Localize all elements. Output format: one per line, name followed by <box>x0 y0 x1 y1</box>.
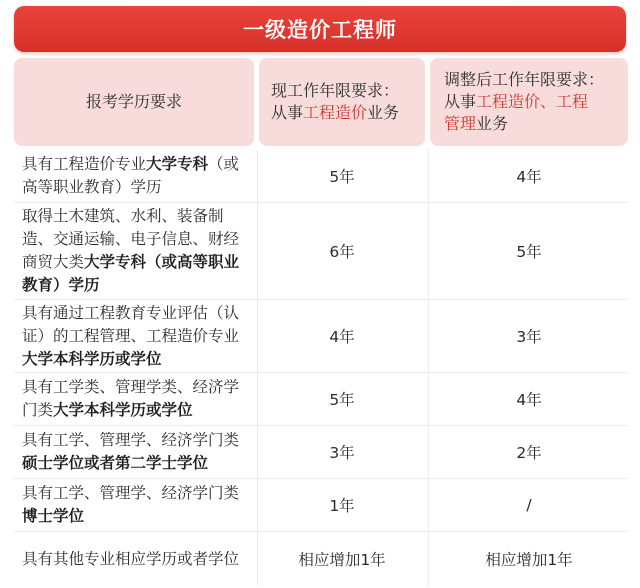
req-text-tail: （或高等职业教育）学历 <box>22 155 240 196</box>
table-row <box>14 479 628 532</box>
header-education-requirement <box>14 58 254 146</box>
req-text: 具有工学、管理学、经济学门类 <box>22 484 240 502</box>
adjusted-years-cell: 相应增加1年 <box>485 551 573 569</box>
req-bold: 硕士学位或者第二学士学位 <box>22 454 209 472</box>
header-current-years <box>259 58 425 146</box>
adjusted-years-cell: 4年 <box>516 391 542 409</box>
header-col2-text <box>271 80 399 124</box>
header-col3-text <box>444 69 604 135</box>
education-requirement-cell <box>22 150 250 202</box>
table-title: 一级造价工程师 <box>243 18 397 42</box>
education-requirement-cell <box>22 373 250 425</box>
adjusted-years-cell: 2年 <box>516 444 542 462</box>
req-text: 具有其他专业相应学历或者学位 <box>22 549 240 568</box>
req-bold: 大学专科（或高等职业教育）学历 <box>22 253 240 294</box>
adjusted-years-cell: 4年 <box>516 168 542 186</box>
header-col1-label: 报考学历要求 <box>85 92 182 111</box>
education-requirement-cell <box>22 203 250 299</box>
req-bold: 大学专科 <box>146 155 209 173</box>
adjusted-years-cell: / <box>526 496 532 514</box>
header-col3-line3-red: 管理 <box>444 114 477 133</box>
req-text: 具有工程造价专业 <box>22 155 147 173</box>
current-years-cell: 6年 <box>329 243 355 261</box>
header-col2-line2-red: 工程造价 <box>303 103 368 122</box>
current-years-cell: 4年 <box>329 328 355 346</box>
education-requirement-cell <box>22 300 250 372</box>
req-text: 取得土木建筑、水利、装备制造、交通运输、电子信息、财经商贸大类 <box>22 207 240 271</box>
table-row <box>14 532 628 586</box>
current-years-cell: 5年 <box>329 391 355 409</box>
req-text: 具有工学类、管理学类、经济学门类 <box>22 378 240 419</box>
req-text: 具有工学、管理学、经济学门类 <box>22 431 240 449</box>
education-requirement-cell <box>22 479 250 531</box>
table-row <box>14 426 628 479</box>
table-row <box>14 300 628 373</box>
table-row <box>14 373 628 426</box>
table-title-banner <box>14 6 626 52</box>
req-bold: 大学本科学历或学位 <box>22 349 162 368</box>
req-bold: 大学本科学历或学位 <box>53 401 193 419</box>
current-years-cell: 3年 <box>329 444 355 462</box>
header-col3-line1: 调整后工作年限要求： <box>444 70 605 89</box>
table-row <box>14 203 628 300</box>
education-requirement-cell <box>22 426 250 478</box>
current-years-cell: 1年 <box>329 497 355 515</box>
header-col2-line2-a: 从事 <box>271 103 304 122</box>
current-years-cell: 相应增加1年 <box>298 551 386 569</box>
header-col2-line1: 现工作年限要求： <box>271 81 400 100</box>
req-text: 具有通过工程教育专业评估（认证）的工程管理、工程造价专业 <box>22 303 240 345</box>
header-adjusted-years <box>430 58 628 146</box>
header-col3-line3-b: 业务 <box>476 114 509 133</box>
header-col3-line2-red: 工程造价、工程 <box>476 92 589 111</box>
req-bold: 博士学位 <box>22 507 85 525</box>
header-col2-line2-b: 业务 <box>367 103 400 122</box>
current-years-cell: 5年 <box>329 168 355 186</box>
table-row <box>14 150 628 203</box>
header-col3-line2-a: 从事 <box>444 92 477 111</box>
adjusted-years-cell: 5年 <box>516 243 542 261</box>
adjusted-years-cell: 3年 <box>516 328 542 346</box>
education-requirement-cell <box>22 532 250 586</box>
